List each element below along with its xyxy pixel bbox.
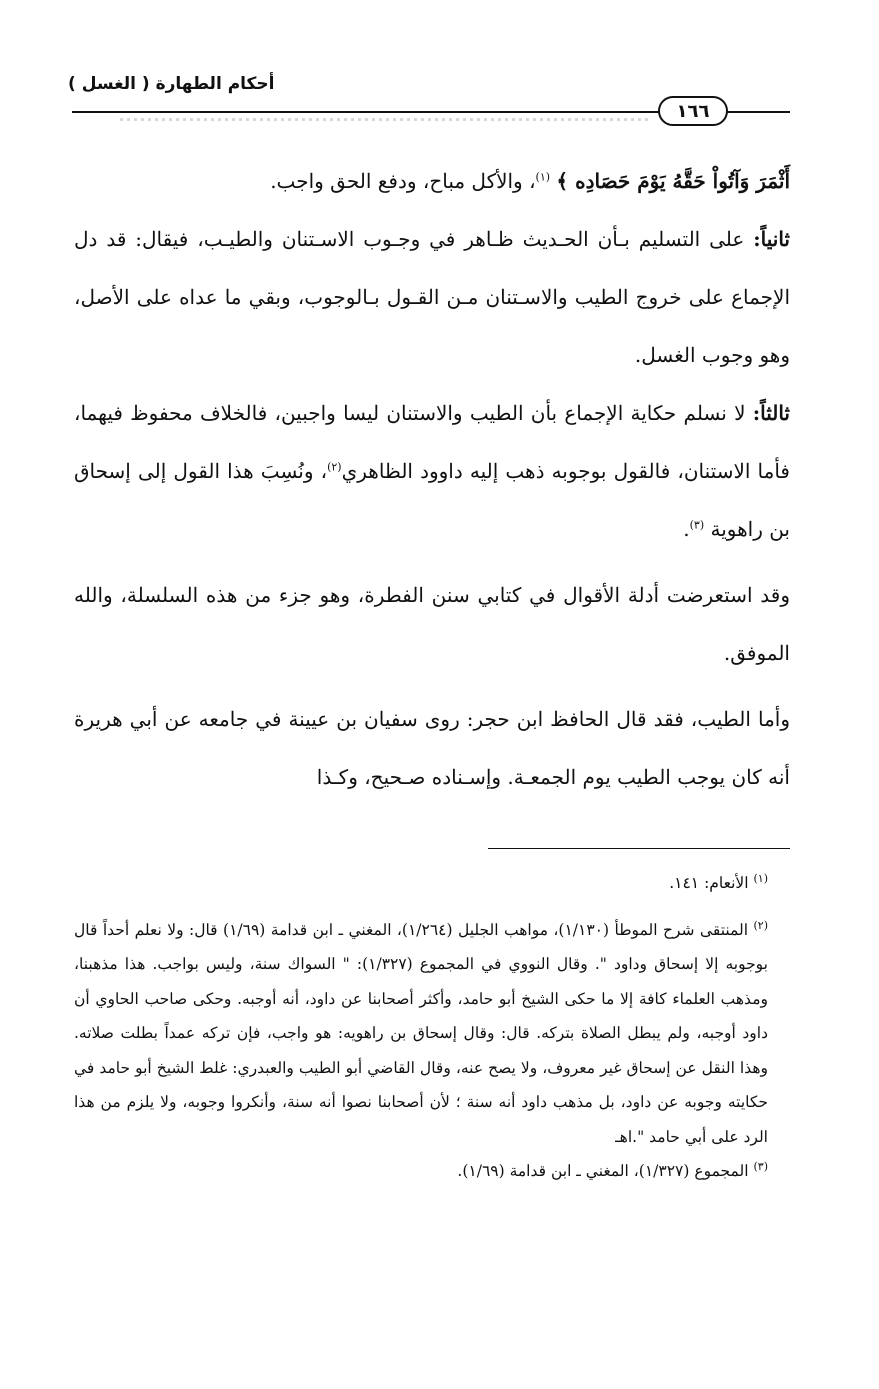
footnote-ref-2: (٢) (327, 460, 342, 474)
footnote-ref-3: (٣) (689, 518, 705, 532)
paragraph-2-text: على التسليم بـأن الحـديث ظـاهر في وجـوب الاسـتنان والطيـب، فيقال: قد دل الإجماع على خروج الطيب والاسـتنان مـن القـول بـالوجوب، وبقي ما عداه على الأصل، وهو وجوب الغسل. (74, 227, 790, 367)
footnote-1 (74, 866, 790, 901)
paragraph-1-text: ، والأكل مباح، ودفع الحق واجب. (270, 169, 536, 193)
paragraph-5: وأما الطيب، فقد قال الحافظ ابن حجر: روى سفيان بن عيينة في جامعه عن أبي هريرة أنه كان يوجب الطيب يوم الجمعـة. وإسـناده صـحيح، وكـذا (74, 707, 790, 789)
footnote-2-mark: (٢) (753, 918, 768, 932)
quran-verse: أَثْمَرَ وَآتُواْ حَقَّهُ يَوْمَ حَصَادِه ﴾ (556, 169, 790, 193)
footnote-2 (74, 913, 790, 1155)
page-number: ١٦٦ (658, 96, 728, 126)
footnote-ref-1: (١) (535, 170, 551, 184)
paragraph-3-text-1: لا نسلم حكاية الإجماع بأن الطيب والاستنان ليسا واجبين، فالخلاف محفوظ فيهما، فأما الاستنان، فالقول بوجوبه ذهب إليه داوود الظاهري (74, 401, 790, 483)
footnote-3 (74, 1154, 790, 1189)
footnotes (74, 866, 790, 1189)
paragraph-4: وقد استعرضت أدلة الأقوال في كتابي سنن الفطرة، وهو جزء من هذه السلسلة، والله الموفق. (74, 583, 790, 665)
paragraph-2 (74, 210, 790, 384)
paragraph-2-lead: ثانياً: (753, 227, 790, 251)
main-text (74, 152, 790, 806)
footnote-separator (488, 848, 790, 849)
footnote-1-text: الأنعام: ١٤١. (669, 874, 754, 892)
paragraph-3-text-2: ، ونُسِبَ هذا القول إلى إسحاق بن راهوية (74, 459, 790, 541)
paragraph-3-lead: ثالثاً: (752, 401, 790, 425)
footnote-3-mark: (٣) (753, 1159, 768, 1173)
paragraph-3 (74, 384, 790, 558)
footnote-2-text: المنتقى شرح الموطأ (١/١٣٠)، مواهب الجليل (١/٢٦٤)، المغني ـ ابن قدامة (١/٦٩) قال: ولا نعلم أحداً قال بوجوبه إلا إسحاق وداود ". وقال النووي في المجموع (١/٣٢٧): " السواك سنة، وليس بواجب. هذا مذهبنا، ومذهب العلماء كافة إلا ما حكى الشيخ أبو حامد، وأكثر أصحابنا عن داود، أنه أوجبه. وحكى صاحب الحاوي أن داود أوجبه، ولم يبطل الصلاة بتركه. قال: وقال إسحاق بن راهويه: هو واجب، فإن تركه عمداً بطلت صلاته. وهذا النقل عن إسحاق غير معروف، ولا يصح عنه، وقال القاضي أبو الطيب والعبدري: غلط الشيخ أبو حامد في حكايته وجوبه عن داود، بل مذهب داود أنه سنة ؛ لأن أصحابنا نصوا أنه سنة، وأنكروا وجوبه، ولا يلزم من هذا الرد على أبي حامد ".اهـ (74, 920, 768, 1146)
header-rule-texture (120, 118, 650, 121)
paragraph-1 (74, 152, 790, 210)
running-title: أحكام الطهارة ( الغسل ) (68, 74, 275, 94)
footnote-3-text: المجموع (١/٣٢٧)، المغني ـ ابن قدامة (١/٦٩). (457, 1162, 754, 1180)
paragraph-3-text-3: . (683, 517, 690, 541)
footnote-1-mark: (١) (753, 871, 768, 885)
